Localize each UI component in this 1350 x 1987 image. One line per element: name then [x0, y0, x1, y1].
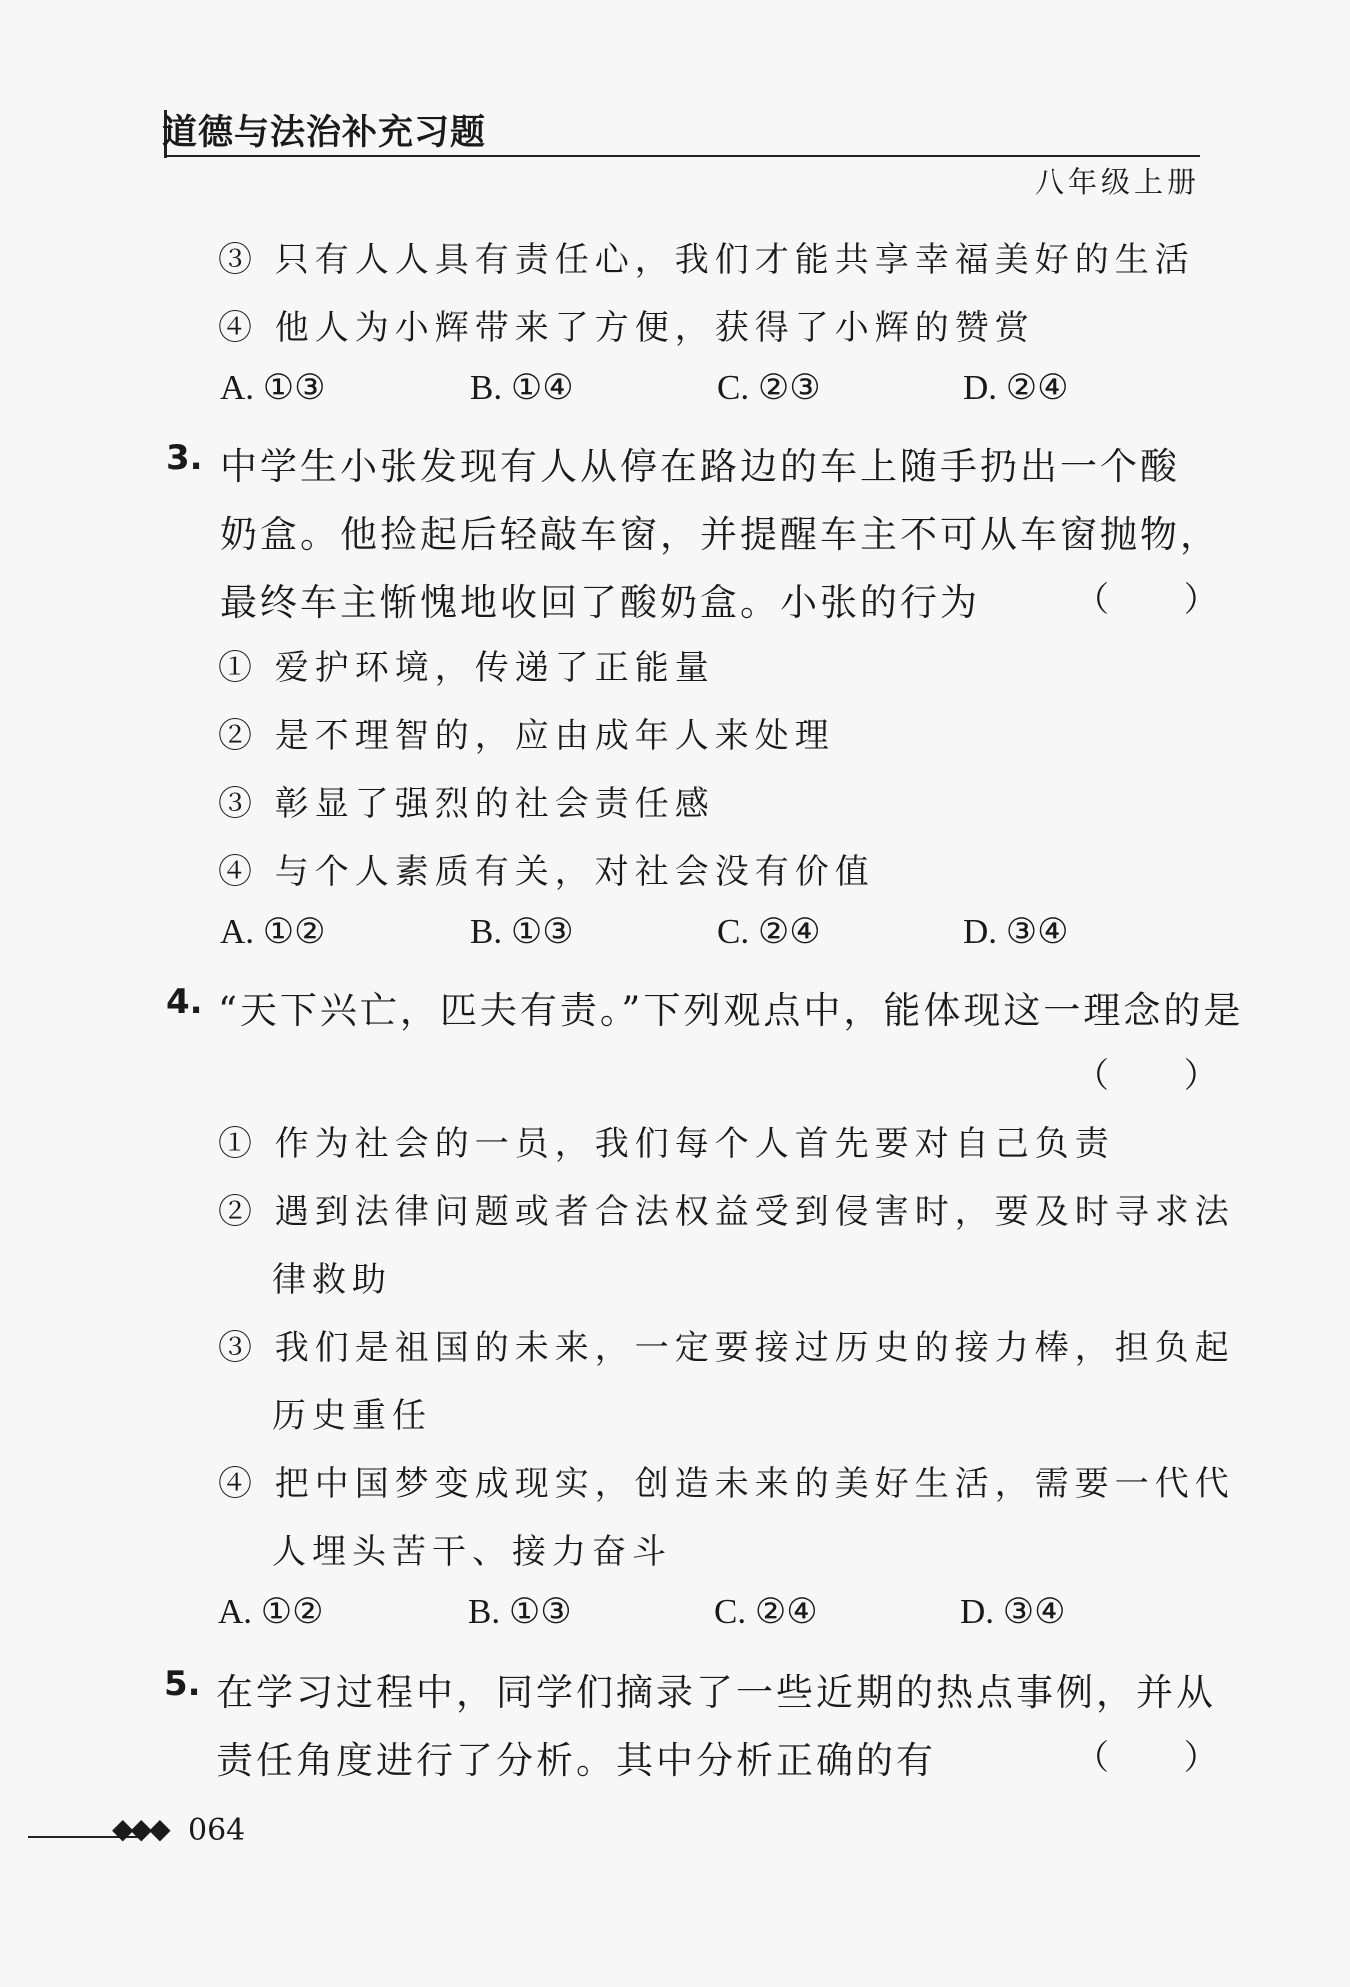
page-number: 064	[188, 1813, 246, 1848]
q3-stem-line-3: 最终车主惭愧地收回了酸奶盒。小张的行为	[220, 581, 980, 624]
q2-item-3: ③ 只有人人具有责任心，我们才能共享幸福美好的生活	[218, 240, 1195, 280]
q4-item-1: ① 作为社会的一员，我们每个人首先要对自己负责	[218, 1124, 1115, 1164]
q2-option-a: A. ①③	[220, 368, 326, 407]
q4-item-4-cont: 人埋头苦干、接力奋斗	[272, 1532, 672, 1572]
q4-option-c: C. ②④	[714, 1592, 818, 1631]
q4-item-4: ④ 把中国梦变成现实，创造未来的美好生活，需要一代代	[218, 1464, 1235, 1504]
q3-option-c: C. ②④	[717, 912, 821, 951]
q4-stem-line-1: “天下兴亡，匹夫有责。”下列观点中，能体现这一理念的是	[218, 989, 1244, 1032]
q3-option-b: B. ①③	[470, 912, 574, 951]
q4-item-3-cont: 历史重任	[272, 1396, 432, 1436]
q5-stem-line-2: 责任角度进行了分析。其中分析正确的有	[216, 1739, 936, 1782]
grade-label: 八年级上册	[1034, 165, 1200, 199]
q4-item-3: ③ 我们是祖国的未来，一定要接过历史的接力棒，担负起	[218, 1328, 1235, 1368]
header-rule	[164, 155, 1200, 157]
q3-number: 3.	[166, 438, 203, 478]
q2-option-b: B. ①④	[470, 368, 574, 407]
q4-item-2-cont: 律救助	[272, 1260, 392, 1300]
q3-stem-line-2: 奶盒。他捡起后轻敲车窗，并提醒车主不可从车窗抛物，	[220, 513, 1220, 556]
q3-item-3: ③ 彰显了强烈的社会责任感	[218, 784, 715, 824]
q4-option-a: A. ①②	[218, 1592, 324, 1631]
diamond-ornament-icon: ◆◆◆	[112, 1812, 168, 1845]
q5-number: 5.	[164, 1664, 201, 1704]
q3-item-2: ② 是不理智的，应由成年人来处理	[218, 716, 835, 756]
q4-answer-blank: （ ）	[1075, 1056, 1250, 1096]
q4-item-2: ② 遇到法律问题或者合法权益受到侵害时，要及时寻求法	[218, 1192, 1235, 1232]
q3-option-a: A. ①②	[220, 912, 326, 951]
q2-option-c: C. ②③	[717, 368, 821, 407]
q3-stem-line-1: 中学生小张发现有人从停在路边的车上随手扔出一个酸	[220, 445, 1180, 488]
q5-answer-blank: （ ）	[1075, 1738, 1250, 1778]
q3-option-d: D. ③④	[963, 912, 1069, 951]
q5-stem-line-1: 在学习过程中，同学们摘录了一些近期的热点事例，并从	[216, 1671, 1216, 1714]
q4-option-d: D. ③④	[960, 1592, 1066, 1631]
book-title: 道德与法治补充习题	[162, 113, 487, 153]
q4-number: 4.	[166, 982, 203, 1022]
q4-option-b: B. ①③	[468, 1592, 572, 1631]
q2-item-4: ④ 他人为小辉带来了方便，获得了小辉的赞赏	[218, 308, 1035, 348]
q3-item-4: ④ 与个人素质有关，对社会没有价值	[218, 852, 875, 892]
q2-option-d: D. ②④	[963, 368, 1069, 407]
q3-answer-blank: （ ）	[1075, 580, 1250, 620]
q3-item-1: ① 爱护环境，传递了正能量	[218, 648, 715, 688]
